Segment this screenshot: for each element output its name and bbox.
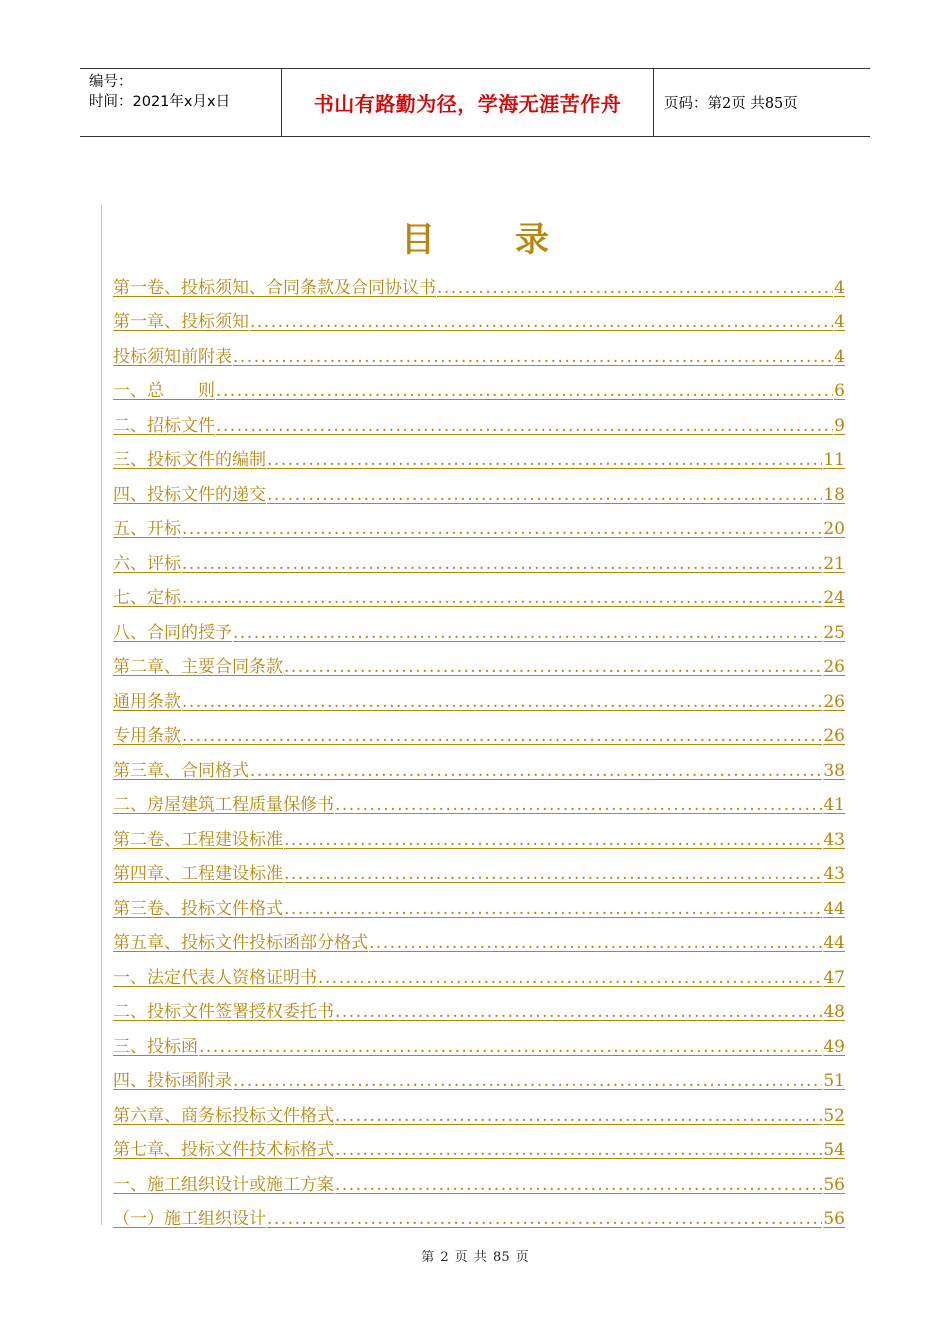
toc-entry-page: 4 (834, 312, 845, 332)
toc-entry-page: 26 (823, 691, 845, 712)
toc-leader-dots (199, 1037, 822, 1057)
toc-entry-title: 投标须知前附表 (113, 346, 232, 367)
toc-leader-dots (216, 416, 833, 436)
toc-entry-page: 44 (823, 898, 845, 919)
page-header (80, 68, 870, 137)
toc-leader-dots (267, 450, 822, 470)
toc-entry-title: 第五章、投标文件投标函部分格式 (113, 933, 368, 953)
toc-title: 目录 (401, 220, 629, 260)
toc-leader-dots (267, 485, 822, 505)
toc-entry[interactable] (113, 335, 845, 370)
table-of-contents (113, 266, 845, 1232)
toc-entry[interactable] (113, 542, 845, 577)
toc-entry-page: 56 (823, 1174, 845, 1195)
toc-entry-title: 第二章、主要合同条款 (113, 657, 283, 677)
toc-entry-title: 八、合同的授予 (113, 622, 232, 643)
toc-entry-title: 二、招标文件 (113, 415, 215, 436)
toc-entry-page: 54 (823, 1140, 845, 1160)
toc-entry-page: 38 (823, 760, 845, 781)
toc-entry[interactable] (113, 887, 845, 922)
toc-leader-dots (335, 1002, 822, 1022)
toc-entry-page: 43 (823, 864, 845, 884)
header-motto: 书山有路勤为径，学海无涯苦作舟 (281, 69, 654, 136)
toc-entry[interactable] (113, 853, 845, 888)
toc-leader-dots (182, 519, 822, 539)
toc-leader-dots (250, 761, 822, 781)
toc-entry[interactable] (113, 1094, 845, 1129)
toc-entry-page: 26 (823, 657, 845, 677)
toc-entry[interactable] (113, 1129, 845, 1164)
toc-leader-dots (284, 899, 822, 919)
toc-entry[interactable] (113, 646, 845, 681)
toc-entry-title: 专用条款 (113, 726, 181, 746)
toc-entry[interactable] (113, 680, 845, 715)
toc-entry[interactable] (113, 473, 845, 508)
toc-entry[interactable] (113, 508, 845, 543)
toc-leader-dots (233, 1071, 822, 1091)
toc-entry-title: 六、评标 (113, 553, 181, 574)
toc-leader-dots (284, 657, 822, 677)
toc-leader-dots (335, 1175, 822, 1195)
header-page-info: 页码：第2页 共85页 (664, 96, 798, 112)
toc-entry[interactable] (113, 404, 845, 439)
toc-entry[interactable] (113, 715, 845, 750)
toc-entry[interactable] (113, 577, 845, 612)
toc-entry-page: 52 (823, 1105, 845, 1126)
margin-line (101, 205, 102, 1225)
toc-entry-title: 第三章、合同格式 (113, 760, 249, 781)
toc-entry-page: 18 (823, 484, 845, 505)
toc-entry[interactable] (113, 784, 845, 819)
toc-entry-title: 通用条款 (113, 691, 181, 712)
toc-entry[interactable] (113, 370, 845, 405)
toc-leader-dots (335, 1140, 822, 1160)
toc-leader-dots (318, 968, 822, 988)
toc-entry-title: 七、定标 (113, 588, 181, 608)
header-meta (80, 69, 281, 136)
toc-entry-page: 20 (823, 519, 845, 539)
toc-entry-title: 二、投标文件签署授权委托书 (113, 1002, 334, 1022)
toc-leader-dots (267, 1209, 822, 1229)
toc-entry-page: 11 (823, 450, 845, 470)
toc-entry[interactable] (113, 1060, 845, 1095)
toc-entry-title: 四、投标文件的递交 (113, 484, 266, 505)
toc-entry-title: （一）施工组织设计 (113, 1209, 266, 1229)
toc-entry-title: 一、法定代表人资格证明书 (113, 967, 317, 988)
toc-entry-title: 二、房屋建筑工程质量保修书 (113, 795, 334, 815)
toc-leader-dots (233, 623, 822, 643)
toc-entry[interactable] (113, 922, 845, 957)
toc-entry[interactable] (113, 266, 845, 301)
toc-leader-dots (216, 381, 833, 401)
toc-entry-title: 第六章、商务标投标文件格式 (113, 1105, 334, 1126)
toc-entry-page: 48 (823, 1002, 845, 1022)
toc-entry-page: 47 (823, 967, 845, 988)
toc-leader-dots (182, 726, 822, 746)
toc-leader-dots (437, 278, 833, 298)
toc-entry[interactable] (113, 611, 845, 646)
toc-entry[interactable] (113, 956, 845, 991)
toc-entry-title: 五、开标 (113, 519, 181, 539)
page-footer: 第 2 页 共 85 页 (421, 1250, 529, 1265)
toc-entry-page: 24 (823, 588, 845, 608)
toc-entry-page: 6 (834, 381, 845, 401)
toc-entry-page: 25 (823, 622, 845, 643)
toc-entry[interactable] (113, 991, 845, 1026)
toc-entry-title: 三、投标文件的编制 (113, 450, 266, 470)
toc-entry-title: 第一章、投标须知 (113, 312, 249, 332)
toc-leader-dots (284, 830, 822, 850)
toc-entry-page: 56 (823, 1209, 845, 1229)
toc-leader-dots (250, 312, 833, 332)
toc-entry-title: 第一卷、投标须知、合同条款及合同协议书 (113, 277, 436, 298)
toc-entry-title: 四、投标函附录 (113, 1071, 232, 1091)
toc-entry[interactable] (113, 749, 845, 784)
toc-entry-title: 第三卷、投标文件格式 (113, 898, 283, 919)
toc-leader-dots (182, 554, 822, 574)
toc-entry-page: 26 (823, 726, 845, 746)
toc-entry[interactable] (113, 818, 845, 853)
toc-entry[interactable] (113, 301, 845, 336)
toc-leader-dots (182, 588, 822, 608)
toc-entry-page: 4 (834, 277, 845, 298)
toc-entry-title: 第二卷、工程建设标准 (113, 829, 283, 850)
toc-entry-page: 51 (823, 1071, 845, 1091)
toc-leader-dots (284, 864, 822, 884)
toc-entry[interactable] (113, 1198, 845, 1233)
toc-entry-page: 41 (823, 795, 845, 815)
toc-entry[interactable] (113, 439, 845, 474)
toc-entry[interactable] (113, 1025, 845, 1060)
time-label: 时间：2021年x月x日 (89, 94, 231, 110)
toc-entry-page: 43 (823, 829, 845, 850)
toc-entry-page: 44 (823, 933, 845, 953)
toc-leader-dots (233, 347, 833, 367)
toc-entry-title: 一、施工组织设计或施工方案 (113, 1174, 334, 1195)
toc-leader-dots (369, 933, 822, 953)
toc-entry-title: 一、总 则 (113, 381, 215, 401)
toc-entry-page: 49 (823, 1036, 845, 1057)
toc-entry-title: 三、投标函 (113, 1036, 198, 1057)
toc-leader-dots (335, 795, 822, 815)
toc-leader-dots (182, 692, 822, 712)
toc-entry-page: 4 (834, 346, 845, 367)
number-label: 编号： (89, 74, 133, 90)
toc-entry-page: 21 (823, 553, 845, 574)
toc-entry-page: 9 (834, 415, 845, 436)
toc-entry-title: 第七章、投标文件技术标格式 (113, 1140, 334, 1160)
toc-entry[interactable] (113, 1163, 845, 1198)
toc-leader-dots (335, 1106, 822, 1126)
toc-entry-title: 第四章、工程建设标准 (113, 864, 283, 884)
